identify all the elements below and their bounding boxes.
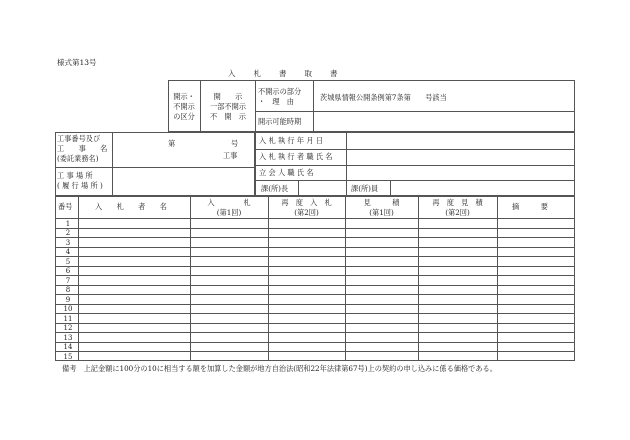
header-bid2: 再 度 入 札 (第2回) [281,198,332,218]
work-number-label: 工事番号及び 工 事 名 (委託業務名) [57,134,108,164]
form-number: 様式第13号 [57,58,97,67]
row-number: 10 [63,305,73,313]
header-est1: 見 積 (第1回) [363,198,400,218]
possible-time-label: 開示可能時期 [258,117,302,126]
option-nondisclose: 不 開 示 [210,112,246,122]
work-koji: 工事 [223,151,238,160]
work-dai: 第 [168,139,176,148]
row-number: 13 [63,333,73,342]
header-bid1: 入 札 (第1回) [207,198,251,218]
exec-date-label: 入 札 執 行 年 月 日 [259,136,324,145]
exec-officer-label: 入 札 執 行 者 職 氏 名 [259,152,333,161]
footnote: 備考 上記金額に100分の10に相当する額を加算した金額が地方自治法(昭和22年法律第67号)上の契約の申し込みに係る価格である。 [62,364,497,373]
row-number: 7 [65,276,71,285]
reason-value: 茨城県情報公開条例第7条第 号該当 [320,93,447,102]
row-number: 6 [65,267,71,275]
row-number: 12 [63,324,73,332]
row-number: 14 [63,343,73,351]
section-staff-label: 課(所)員 [351,184,379,193]
row-number: 1 [65,219,71,228]
work-go: 号 [231,139,239,148]
work-place-label: 工 事 場 所 ( 履 行 場 所 ) [57,171,103,191]
form-title: 入 札 書 取 書 [228,69,339,78]
disclosure-options [203,93,253,121]
row-number: 5 [65,257,71,266]
option-partial: 一部不開示 [210,102,246,112]
header-number: 番号 [58,202,73,211]
header-remarks: 摘 要 [512,202,548,211]
row-number: 11 [63,314,73,323]
row-number: 4 [65,248,71,256]
reason-label: 不開示の部分 ・ 理 由 [258,87,302,107]
header-bidder: 入 札 者 名 [95,202,167,211]
witness-label: 立 会 人 職 氏 名 [259,168,314,177]
row-number: 15 [63,352,73,361]
row-number: 8 [65,286,71,294]
header-est2: 再 度 見 積 (第2回) [432,198,483,218]
section-chief-label: 課(所)長 [261,184,289,193]
disclosure-label: 開示・ 不開示 の区分 [173,92,195,122]
row-number: 9 [65,295,71,304]
row-number: 2 [65,229,71,237]
option-disclose: 開 示 [213,92,243,101]
row-number: 3 [65,238,71,247]
